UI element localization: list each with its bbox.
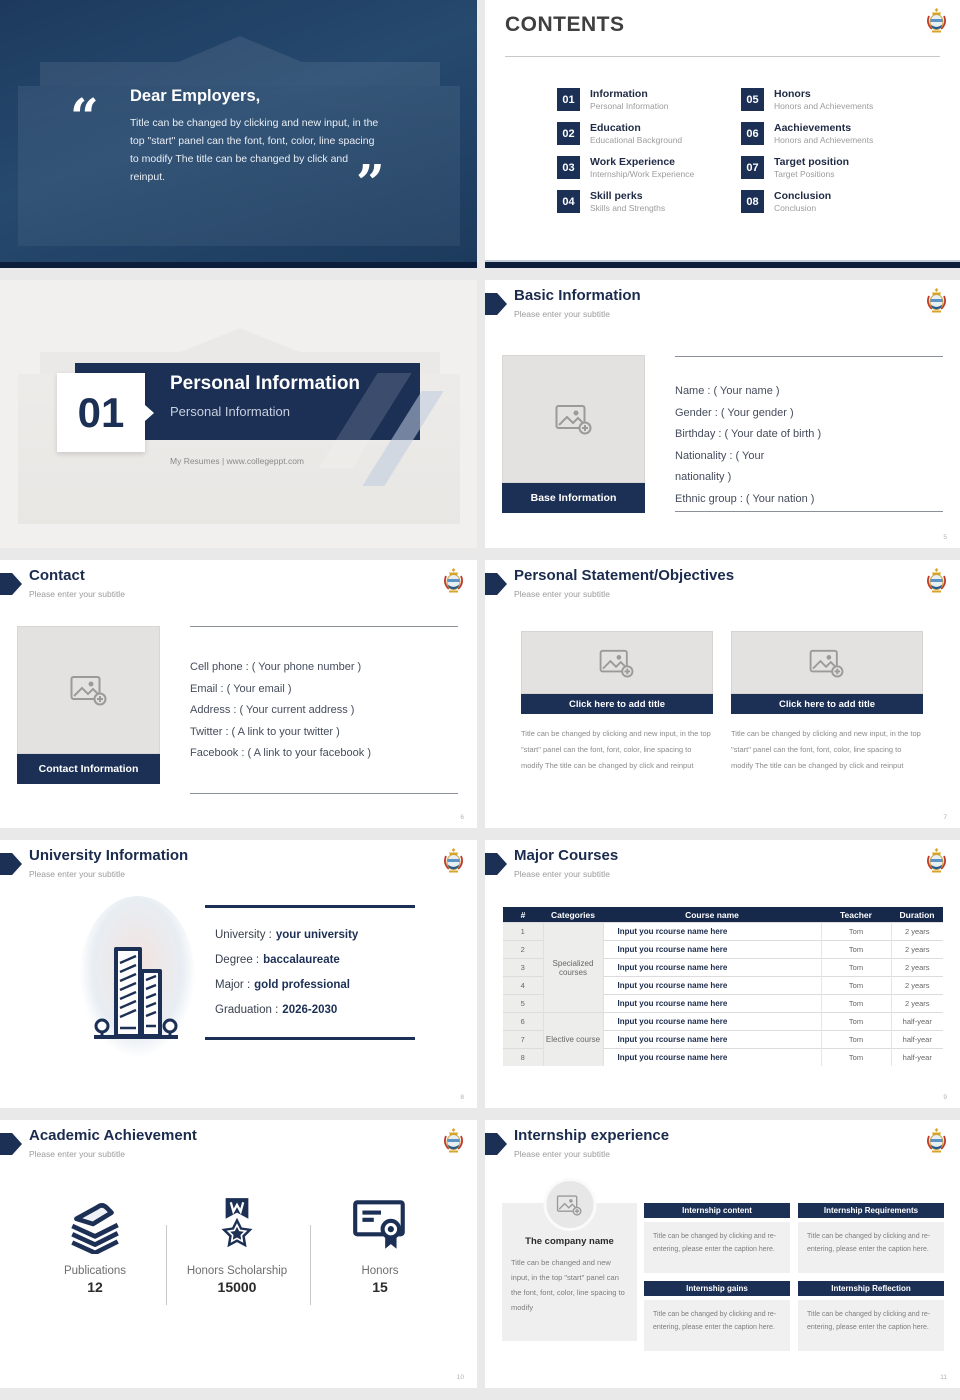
table-row: 3 Input you rcourse name here Tom 2 years (503, 959, 943, 977)
header-arrow-icon (0, 573, 22, 595)
footer-strip (485, 260, 960, 268)
statement-body: Title can be changed by clicking and new input, in the top "start" panel can the font, font, color, line spacing to modify The title can be changed by click and reinput (521, 729, 711, 770)
item-title: Information (590, 88, 648, 100)
slide-title: Internship experience (514, 1127, 670, 1144)
internship-box (798, 1281, 944, 1351)
section-number: 01 (77, 388, 125, 436)
item-subtitle: Skills and Strengths (590, 203, 666, 213)
col-header: Course name (603, 907, 821, 923)
stat-publications (35, 1196, 155, 1295)
item-number-badge: 08 (741, 190, 764, 213)
item-subtitle: Target Positions (774, 169, 835, 179)
table-row: 7 Input you rcourse name here Tom half-year (503, 1031, 943, 1049)
info-line: Facebook : ( A link to your facebook ) (190, 747, 371, 759)
page-number: 10 (456, 1374, 464, 1381)
panel-rule (205, 1037, 415, 1040)
item-number-badge: 07 (741, 156, 764, 179)
item-title: Work Experience (590, 156, 676, 168)
header-arrow-icon (485, 853, 507, 875)
certificate-icon (349, 1196, 411, 1254)
university-crest-icon (926, 288, 947, 313)
slide-academic-achievement[interactable] (0, 1120, 477, 1388)
info-line: Cell phone : ( Your phone number ) (190, 661, 362, 673)
item-title: Aachievements (774, 122, 852, 134)
close-quote-icon: ” (356, 153, 385, 212)
campus-building-icon (92, 944, 180, 1044)
header-arrow-icon (0, 853, 22, 875)
contents-item[interactable] (741, 190, 911, 214)
divider (505, 56, 940, 57)
slide-cover-quote[interactable] (0, 0, 477, 268)
col-header: Categories (543, 907, 603, 923)
item-title: Target position (774, 156, 850, 168)
section-subtitle: Personal Information (170, 404, 290, 419)
contents-item[interactable] (557, 156, 741, 180)
slide-subtitle: Please enter your subtitle (514, 309, 610, 319)
slide-subtitle: Please enter your subtitle (29, 869, 125, 879)
field-label: University : (215, 929, 272, 941)
university-crest-icon (443, 848, 464, 873)
internship-box-title: Internship Reflection (798, 1281, 944, 1296)
category-cell: Specialized courses (543, 923, 603, 1013)
university-field (215, 923, 415, 948)
item-subtitle: Educational Background (590, 135, 683, 145)
item-number-badge: 03 (557, 156, 580, 179)
item-subtitle: Personal Information (590, 101, 669, 111)
company-name: The company name (525, 1236, 614, 1247)
info-line: Email : ( Your email ) (190, 682, 292, 695)
item-subtitle: Honors and Achievements (774, 135, 874, 145)
internship-box-body: Title can be changed by clicking and re-entering, please enter the caption here. (644, 1300, 790, 1351)
item-subtitle: Internship/Work Experience (590, 169, 695, 179)
section-footer: My Resumes | www.collegeppt.com (170, 456, 305, 466)
university-field (215, 973, 415, 998)
slide-title: Major Courses (514, 847, 619, 864)
stat-value: 15 (372, 1279, 388, 1295)
university-field (215, 998, 415, 1023)
photo-card[interactable] (502, 355, 645, 513)
university-field (215, 948, 415, 973)
item-title: Skill perks (590, 190, 643, 202)
header-arrow-icon (485, 573, 507, 595)
info-line: Ethnic group : ( Your nation ) (675, 492, 815, 505)
university-crest-icon (926, 568, 947, 593)
slide-subtitle: Please enter your subtitle (514, 1149, 610, 1159)
slide-major-courses[interactable] (485, 840, 960, 1108)
table-row: 4 Input you rcourse name here Tom 2 years (503, 977, 943, 995)
contents-item[interactable] (741, 122, 911, 146)
col-header: # (503, 907, 543, 923)
field-value: your university (275, 929, 359, 941)
slide-subtitle: Please enter your subtitle (29, 589, 125, 599)
section-number-box (57, 373, 145, 452)
col-header: Duration (891, 907, 943, 923)
medal-icon (206, 1196, 268, 1254)
item-title: Education (590, 122, 641, 134)
table-row: 5 Input you rcourse name here Tom 2 years (503, 995, 943, 1013)
photo-label-bar: Base Information (502, 483, 645, 513)
slide-title: Basic Information (514, 287, 641, 304)
info-line: Nationality : ( Your (675, 449, 765, 462)
col-header: Teacher (821, 907, 891, 923)
page-number: 7 (943, 814, 947, 821)
slide-title: Contact (29, 567, 85, 584)
stat-value: 15000 (217, 1279, 257, 1295)
slide-contents[interactable] (485, 0, 960, 268)
contents-list (557, 88, 911, 214)
slide-contact[interactable] (0, 560, 477, 828)
category-cell: Elective course (543, 1013, 603, 1067)
internship-box-title: Internship content (644, 1203, 790, 1218)
header-arrow-icon (485, 1133, 507, 1155)
item-number-badge: 02 (557, 122, 580, 145)
image-placeholder-icon (555, 403, 593, 435)
divider (310, 1225, 311, 1305)
university-crest-icon (443, 1128, 464, 1153)
company-card (502, 1203, 637, 1341)
item-title: Conclusion (774, 190, 832, 202)
statement-card (731, 631, 923, 774)
field-value: gold professional (254, 979, 350, 991)
contents-item[interactable] (557, 88, 741, 112)
courses-table (503, 907, 943, 1066)
internship-box-title: Internship gains (644, 1281, 790, 1296)
papers-icon (64, 1196, 126, 1254)
image-placeholder[interactable] (731, 631, 923, 694)
contents-item[interactable] (557, 122, 741, 146)
slide-subtitle: Please enter your subtitle (514, 869, 610, 879)
slide-personal-statement[interactable] (485, 560, 960, 828)
slide-title: Academic Achievement (29, 1127, 197, 1144)
slide-subtitle: Please enter your subtitle (29, 1149, 125, 1159)
table-row: 2 Input you rcourse name here Tom 2 years (503, 941, 943, 959)
item-number-badge: 05 (741, 88, 764, 111)
image-placeholder-icon (70, 674, 108, 706)
table-row: 6 Elective course Input you rcourse name here Tom half-year (503, 1013, 943, 1031)
slide-basic-information[interactable] (485, 280, 960, 548)
item-title: Honors (774, 88, 811, 100)
info-line: Address : ( Your current address ) (190, 704, 355, 716)
university-crest-icon (926, 848, 947, 873)
university-crest-icon (926, 8, 947, 33)
field-value: 2026-2030 (282, 1004, 338, 1016)
slide-subtitle: Please enter your subtitle (514, 589, 610, 599)
info-line: Birthday : ( Your date of birth ) (675, 428, 822, 440)
item-subtitle: Honors and Achievements (774, 101, 874, 111)
section-title: Personal Information (170, 373, 361, 394)
field-label: Graduation : (215, 1004, 279, 1016)
field-label: Major : (215, 979, 251, 991)
footer-strip (0, 262, 477, 268)
item-number-badge: 01 (557, 88, 580, 111)
info-block (675, 356, 943, 512)
header-arrow-icon (485, 293, 507, 315)
open-quote-icon: “ (70, 87, 99, 146)
page-number: 8 (460, 1094, 464, 1101)
slide-title: Personal Statement/Objectives (514, 567, 735, 584)
page-number: 6 (460, 814, 464, 821)
internship-box-body: Title can be changed by clicking and re-entering, please enter the caption here. (798, 1222, 944, 1273)
divider (166, 1225, 167, 1305)
university-crest-icon (443, 568, 464, 593)
add-title-bar[interactable]: Click here to add title (731, 694, 923, 714)
contents-item[interactable] (557, 190, 741, 214)
slide-internship-experience[interactable] (485, 1120, 960, 1388)
slide-university-information[interactable] (0, 840, 477, 1108)
slide-section-cover[interactable] (0, 280, 477, 548)
info-block (190, 626, 458, 794)
quote-title: Dear Employers, (130, 87, 261, 105)
internship-box (644, 1203, 790, 1273)
image-placeholder-icon (809, 648, 845, 678)
table-row: 8 Input you rcourse name here Tom half-year (503, 1049, 943, 1067)
stat-value: 12 (87, 1279, 103, 1295)
statement-body: Title can be changed by clicking and new input, in the top "start" panel can the font, font, color, line spacing to modify The title can be changed by click and reinput (731, 729, 921, 770)
contents-title: CONTENTS (505, 13, 625, 36)
info-line: nationality ) (675, 471, 732, 483)
table-header-row (503, 907, 943, 923)
add-title-bar[interactable]: Click here to add title (521, 694, 713, 714)
stat-scholarship (177, 1196, 297, 1295)
image-placeholder-icon (557, 1194, 583, 1216)
page-number: 11 (940, 1374, 947, 1381)
table-row: 1 Specialized courses Input you rcourse name here Tom 2 years (503, 923, 943, 941)
info-line: Name : ( Your name ) (675, 385, 780, 397)
stat-label: Honors (361, 1265, 399, 1277)
header-arrow-icon (0, 1133, 22, 1155)
photo-card[interactable] (17, 626, 160, 784)
stat-label: Honors Scholarship (186, 1265, 288, 1277)
image-placeholder[interactable] (502, 355, 645, 483)
university-crest-icon (926, 1128, 947, 1153)
item-number-badge: 04 (557, 190, 580, 213)
statement-card (521, 631, 713, 774)
internship-box (644, 1281, 790, 1351)
internship-box-title: Internship Requirements (798, 1203, 944, 1218)
image-placeholder[interactable] (521, 631, 713, 694)
page-number: 5 (943, 534, 947, 541)
quote-body: Title can be changed by clicking and new input, in the top "start" panel can the font, font, color, line spacing to modify The title can be changed by click and reinput. (130, 117, 379, 183)
info-line: Gender : ( Your gender ) (675, 406, 794, 419)
internship-box-body: Title can be changed by clicking and re-entering, please enter the caption here. (798, 1300, 944, 1351)
item-number-badge: 06 (741, 122, 764, 145)
image-placeholder[interactable] (17, 626, 160, 754)
field-value: baccalaureate (263, 954, 340, 966)
page-number: 9 (943, 1094, 947, 1101)
item-subtitle: Conclusion (774, 203, 817, 213)
company-description: Title can be changed and new input, in the top "start" panel can the font, font, color, line spacing to modify (511, 1258, 625, 1312)
internship-box-body: Title can be changed by clicking and re-entering, please enter the caption here. (644, 1222, 790, 1273)
stat-honors (320, 1196, 440, 1295)
slide-title: University Information (29, 847, 189, 864)
image-placeholder[interactable] (543, 1178, 596, 1231)
photo-label-bar: Contact Information (17, 754, 160, 784)
info-line: Twitter : ( A link to your twitter ) (190, 725, 340, 738)
university-panel (205, 905, 415, 1040)
internship-box (798, 1203, 944, 1273)
contents-item[interactable] (741, 88, 911, 112)
image-placeholder-icon (599, 648, 635, 678)
field-label: Degree : (215, 954, 260, 966)
stat-label: Publications (63, 1265, 126, 1277)
contents-item[interactable] (741, 156, 911, 180)
